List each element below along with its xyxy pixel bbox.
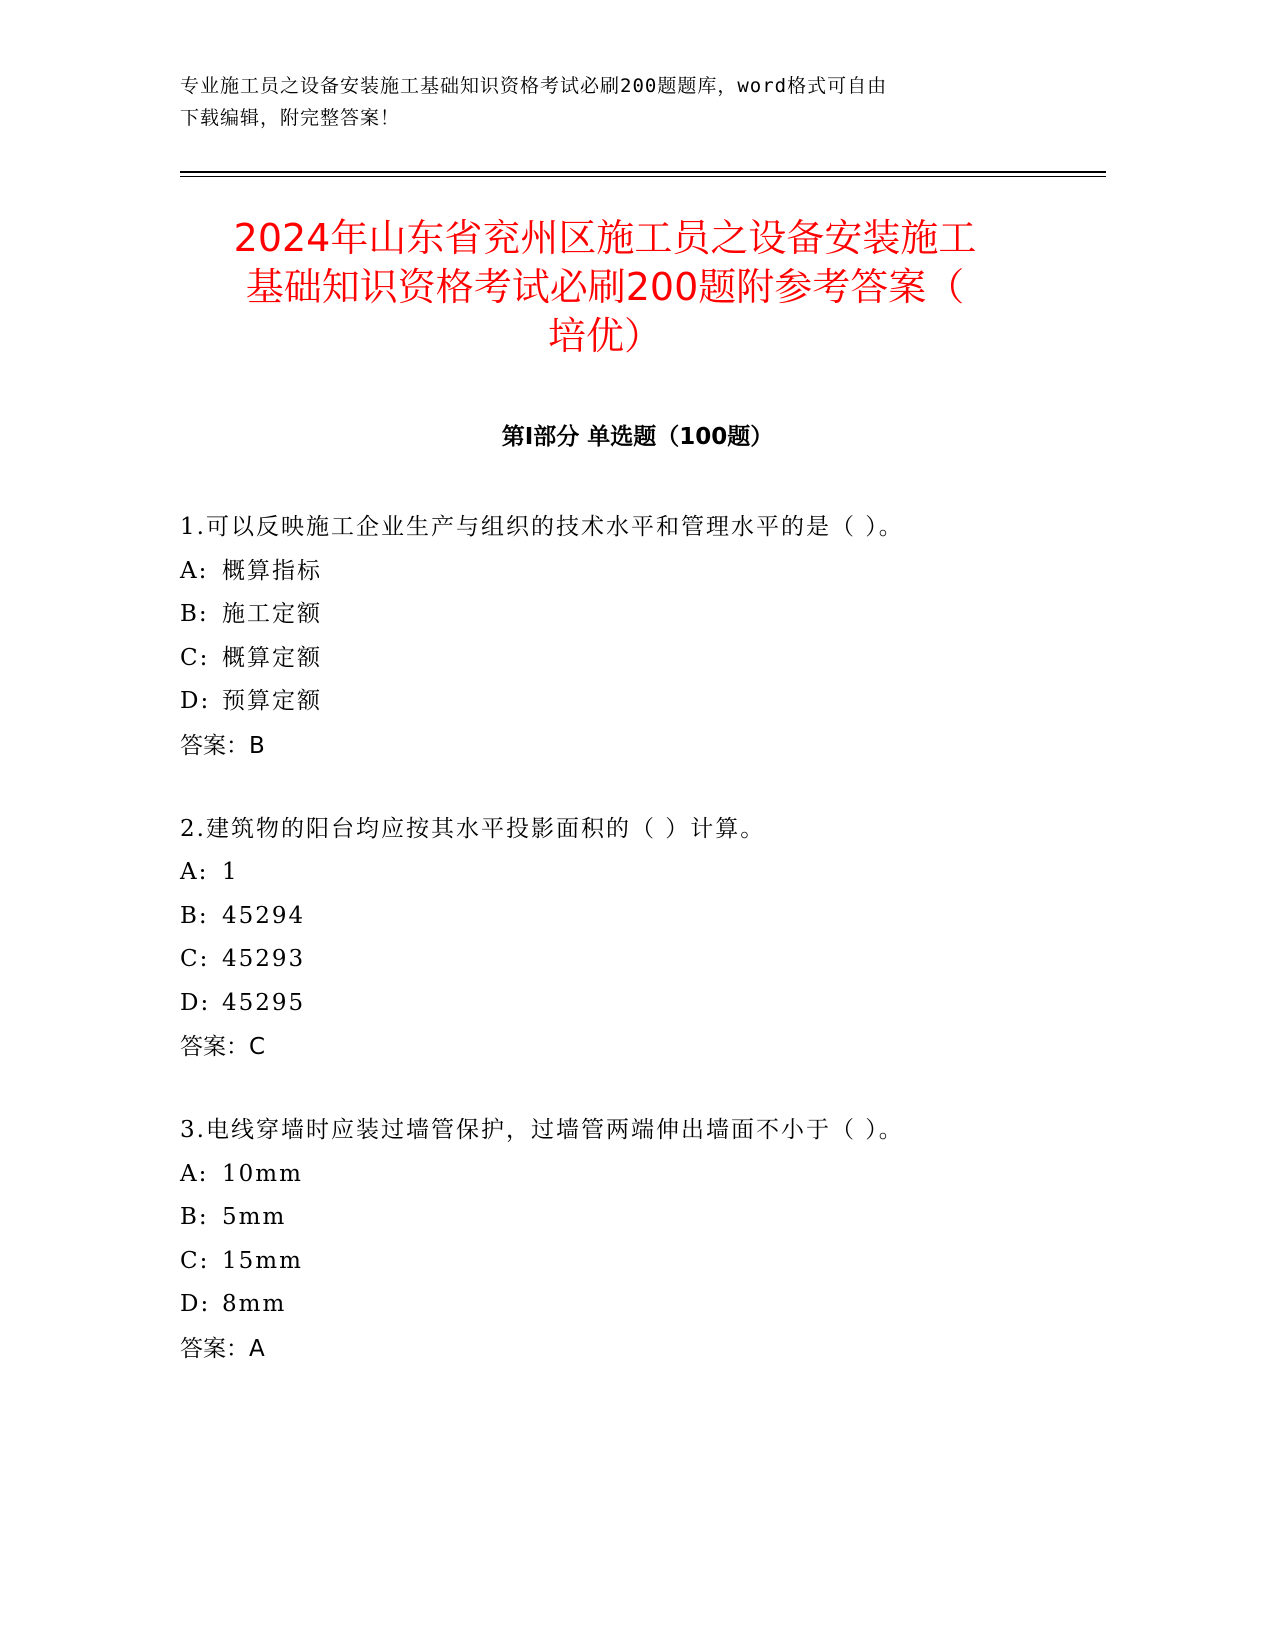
- option-c: [180, 938, 1100, 982]
- option-a: [180, 550, 1100, 594]
- header-divider-thin: [180, 176, 1106, 177]
- question-list: [180, 506, 1100, 1411]
- option-b: [180, 895, 1100, 939]
- question-stem: 3.电线穿墙时应装过墙管保护，过墙管两端伸出墙面不小于（ ）。: [180, 1117, 904, 1143]
- option-text: 施工定额: [222, 601, 322, 627]
- option-key: A:: [180, 557, 209, 584]
- header-note-line-1: 专业施工员之设备安装施工基础知识资格考试必刷200题题库，word格式可自由: [180, 75, 888, 97]
- option-key: A:: [180, 1160, 209, 1187]
- header-note-line-2: 下载编辑，附完整答案！: [180, 107, 401, 129]
- option-text: 45294: [222, 902, 306, 929]
- option-text: 45293: [222, 946, 306, 972]
- document-title-line-1: 2024年山东省兖州区施工员之设备安装施工: [233, 216, 977, 260]
- question-stem: 1.可以反映施工企业生产与组织的技术水平和管理水平的是（ ）。: [180, 514, 904, 540]
- answer-line: 答案：C: [180, 1034, 266, 1060]
- question-item: [180, 808, 1100, 1070]
- question-item: [180, 1109, 1100, 1371]
- option-d: [180, 1283, 1100, 1327]
- option-b: [180, 593, 1100, 637]
- header-divider-thick: [180, 171, 1106, 173]
- option-a: [180, 1153, 1100, 1197]
- question-stem: 2.建筑物的阳台均应按其水平投影面积的（ ）计算。: [180, 815, 766, 842]
- option-d: [180, 982, 1100, 1026]
- option-text: 1: [222, 859, 239, 885]
- option-text: 预算定额: [222, 688, 322, 714]
- option-key: D:: [180, 1291, 211, 1317]
- option-key: D:: [180, 989, 211, 1016]
- option-text: 8mm: [222, 1291, 287, 1317]
- option-text: 45295: [222, 989, 306, 1016]
- document-title: [170, 214, 1040, 361]
- option-c: [180, 1240, 1100, 1284]
- option-text: 10mm: [222, 1160, 303, 1187]
- option-a: [180, 851, 1100, 895]
- option-key: C:: [180, 946, 210, 972]
- question-item: [180, 506, 1100, 768]
- option-key: C:: [180, 1247, 210, 1274]
- document-title-line-2: 基础知识资格考试必刷200题附参考答案（: [245, 265, 965, 309]
- option-text: 概算定额: [222, 644, 322, 671]
- option-key: A:: [180, 859, 209, 885]
- option-b: [180, 1196, 1100, 1240]
- option-key: B:: [180, 601, 209, 627]
- option-key: C:: [180, 644, 210, 671]
- option-key: D:: [180, 688, 211, 714]
- section-heading: 第I部分 单选题（100题）: [501, 424, 774, 450]
- option-c: [180, 637, 1100, 681]
- option-key: B:: [180, 1204, 209, 1230]
- option-key: B:: [180, 902, 209, 929]
- document-title-line-3: 培优）: [547, 314, 662, 358]
- option-d: [180, 680, 1100, 724]
- option-text: 概算指标: [222, 557, 322, 584]
- header-note: [180, 70, 1040, 134]
- answer-line: 答案：A: [180, 1335, 265, 1362]
- answer-line: 答案：B: [180, 732, 265, 759]
- option-text: 15mm: [222, 1247, 303, 1274]
- option-text: 5mm: [222, 1204, 287, 1230]
